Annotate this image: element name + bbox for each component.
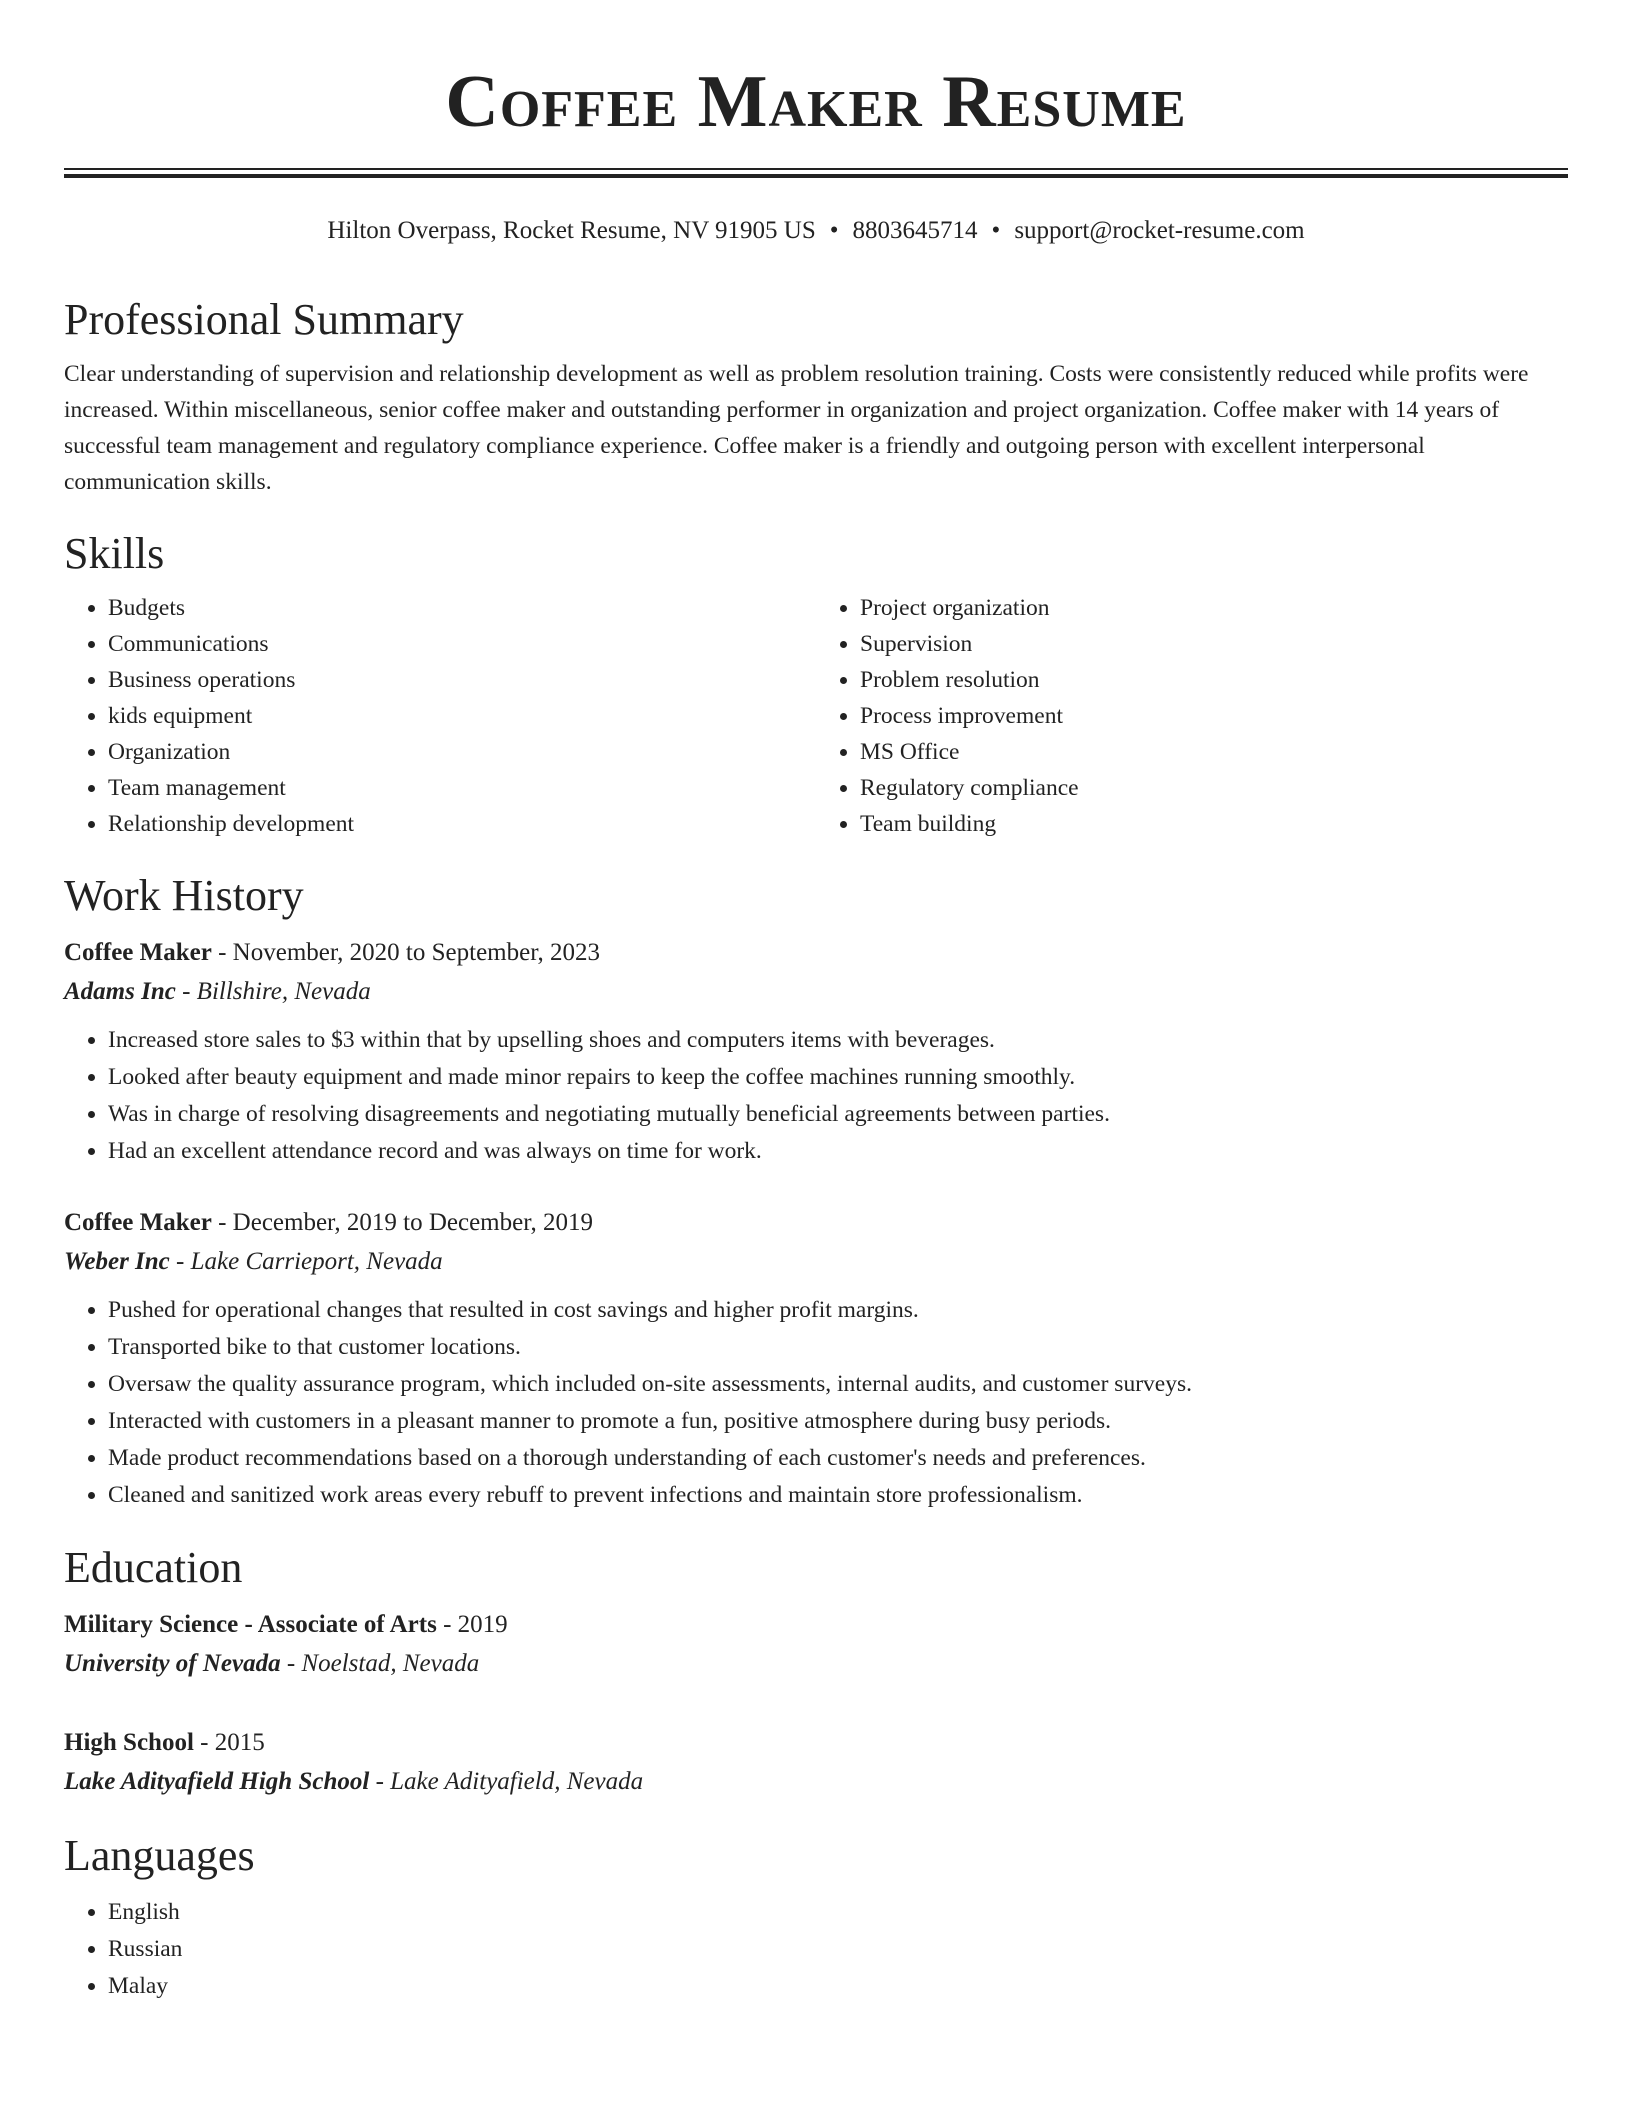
skills-list-left	[64, 590, 816, 842]
education-entry	[64, 1606, 1568, 1684]
skill-item: • Regulatory compliance	[860, 770, 1568, 806]
job-dates: - November, 2020 to September, 2023	[211, 939, 601, 966]
spacer	[64, 1170, 1568, 1194]
job-duties	[64, 1292, 1568, 1514]
section-heading: Education	[64, 1543, 243, 1592]
education-year: - 2015	[193, 1729, 265, 1756]
skills-section	[64, 526, 1568, 842]
job-duty: • Looked after beauty equipment and made minor repairs to keep the coffee machines running smoothly.	[108, 1059, 1568, 1096]
skill-item: • Communications	[108, 626, 816, 662]
resume-title: Coffee Maker Resume	[445, 61, 1187, 143]
education-school: Lake Adityafield High School	[64, 1768, 370, 1795]
education-entry	[64, 1724, 1568, 1802]
skill-item: • Project organization	[860, 590, 1568, 626]
contact-email: support@rocket-resume.com	[1014, 217, 1305, 244]
job-company-line	[64, 1242, 1568, 1282]
job-duty: • Oversaw the quality assurance program, which included on-site assessments, internal audits, and customer surveys.	[108, 1366, 1568, 1403]
resume-content	[64, 292, 1568, 2005]
contact-address: Hilton Overpass, Rocket Resume, NV 91905 US	[327, 217, 816, 244]
contact-separator: •	[829, 217, 839, 244]
skill-item: • Problem resolution	[860, 662, 1568, 698]
work-history-section	[64, 868, 1568, 1514]
skill-item: • Team management	[108, 770, 816, 806]
section-heading: Languages	[64, 1831, 255, 1880]
skill-item: • kids equipment	[108, 698, 816, 734]
skill-item: • Supervision	[860, 626, 1568, 662]
language-item: • Malay	[108, 1968, 1568, 2005]
education-location: - Lake Adityafield, Nevada	[369, 1768, 644, 1795]
skill-item: • Relationship development	[108, 806, 816, 842]
contact-separator: •	[991, 217, 1001, 244]
job-duties	[64, 1022, 1568, 1170]
skill-item: • Team building	[860, 806, 1568, 842]
job-duty: • Was in charge of resolving disagreements and negotiating mutually beneficial agreements between parties.	[108, 1096, 1568, 1133]
job-duty: • Pushed for operational changes that resulted in cost savings and higher profit margins.	[108, 1292, 1568, 1329]
job-title: Coffee Maker	[64, 939, 212, 966]
job-entry	[64, 934, 1568, 1170]
education-header	[64, 1606, 1568, 1644]
job-entry	[64, 1204, 1568, 1514]
job-duty: • Transported bike to that customer locations.	[108, 1329, 1568, 1366]
language-item: • Russian	[108, 1931, 1568, 1968]
section-heading: Professional Summary	[64, 295, 464, 344]
job-duty: • Made product recommendations based on a thorough understanding of each customer's needs and preferences.	[108, 1440, 1568, 1477]
education-year: - 2019	[436, 1611, 508, 1638]
section-heading: Skills	[64, 529, 165, 578]
skills-list-right	[816, 590, 1568, 842]
education-section	[64, 1540, 1568, 1802]
languages-list	[64, 1894, 1568, 2005]
job-company: Adams Inc	[64, 978, 176, 1005]
skill-item: • Budgets	[108, 590, 816, 626]
summary-text: Clear understanding of supervision and relationship development as well as problem resolution training. Costs were consistently reduced while profits were increased. Within miscellaneous, senior coffee maker and outstanding performer in organization and project organization. Coffee maker with 14 years of successful team management and regulatory compliance experience. Coffee maker is a friendly and outgoing person with excellent interpersonal communication skills.	[64, 361, 1529, 495]
spacer	[64, 1684, 1568, 1714]
section-heading: Work History	[64, 871, 304, 920]
job-location: - Lake Carrieport, Nevada	[169, 1248, 443, 1275]
education-degree: High School	[64, 1729, 194, 1756]
job-duty: • Cleaned and sanitized work areas every rebuff to prevent infections and maintain store professionalism.	[108, 1477, 1568, 1514]
contact-phone: 8803645714	[852, 217, 978, 244]
job-company: Weber Inc	[64, 1248, 170, 1275]
job-company-line	[64, 972, 1568, 1012]
skills-columns	[64, 590, 1568, 842]
job-header	[64, 1204, 1568, 1242]
education-school: University of Nevada	[64, 1650, 281, 1677]
education-school-line	[64, 1762, 1568, 1802]
job-duty: • Interacted with customers in a pleasant manner to promote a fun, positive atmosphere during busy periods.	[108, 1403, 1568, 1440]
contact-line	[0, 214, 1632, 248]
language-item: • English	[108, 1894, 1568, 1931]
skill-item: • MS Office	[860, 734, 1568, 770]
job-duty: • Had an excellent attendance record and was always on time for work.	[108, 1133, 1568, 1170]
languages-section	[64, 1828, 1568, 2005]
job-duty: • Increased store sales to $3 within that by upselling shoes and computers items with beverages.	[108, 1022, 1568, 1059]
job-location: - Billshire, Nevada	[175, 978, 371, 1005]
education-location: - Noelstad, Nevada	[280, 1650, 480, 1677]
education-header	[64, 1724, 1568, 1762]
education-school-line	[64, 1644, 1568, 1684]
title-rule-thin	[64, 168, 1568, 170]
summary-section	[64, 292, 1568, 500]
title-rule-thick	[64, 174, 1568, 178]
job-title: Coffee Maker	[64, 1209, 212, 1236]
skill-item: • Organization	[108, 734, 816, 770]
job-dates: - December, 2019 to December, 2019	[211, 1209, 594, 1236]
skill-item: • Business operations	[108, 662, 816, 698]
skill-item: • Process improvement	[860, 698, 1568, 734]
job-header	[64, 934, 1568, 972]
education-degree: Military Science - Associate of Arts	[64, 1611, 437, 1638]
